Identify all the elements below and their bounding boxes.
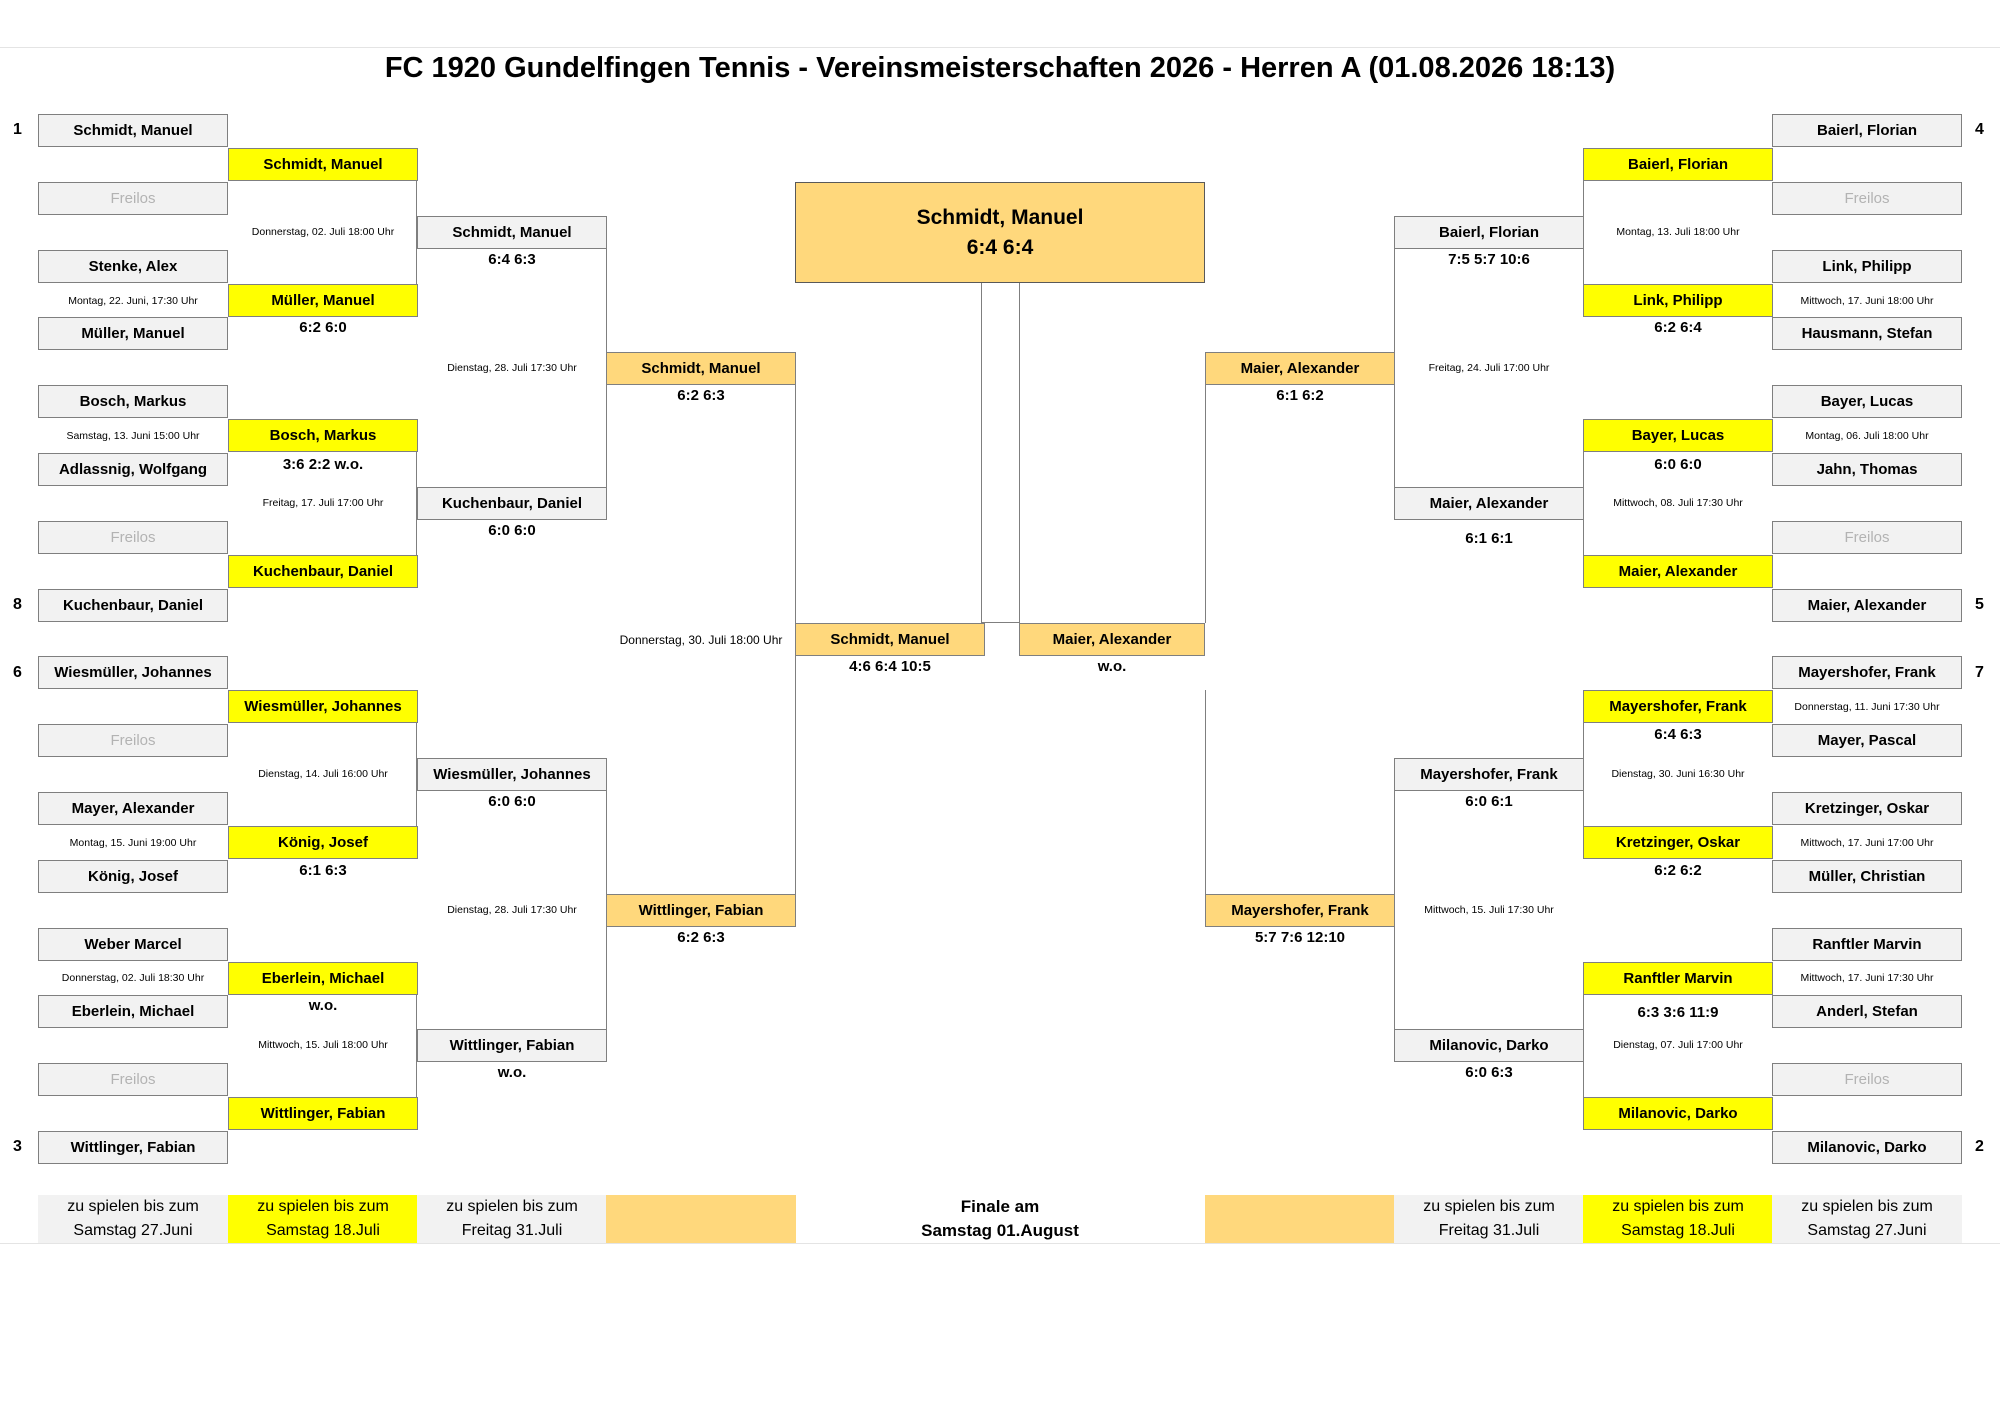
match-score: 6:4 6:3 xyxy=(1654,726,1702,743)
bracket-line xyxy=(981,622,1019,623)
match-score: 6:2 6:4 xyxy=(1654,319,1702,336)
player-slot: Bosch, Markus xyxy=(38,385,228,418)
player-slot: Maier, Alexander xyxy=(1394,487,1584,520)
page-title: FC 1920 Gundelfingen Tennis - Vereinsmeisterschaften 2026 - Herren A (01.08.2026 18:13) xyxy=(384,52,1616,84)
player-slot: Milanovic, Darko xyxy=(1394,1029,1584,1062)
deadline-date: Freitag 31.Juli xyxy=(1438,1222,1540,1239)
match-score: 3:6 2:2 w.o. xyxy=(282,456,364,473)
deadline-round-3-right xyxy=(1394,1195,1584,1243)
player-slot: Schmidt, Manuel xyxy=(38,114,228,147)
match-date: Mittwoch, 08. Juli 17:30 Uhr xyxy=(1613,497,1743,509)
winner-slot: Mayershofer, Frank xyxy=(1583,690,1773,723)
match-score: 6:0 6:0 xyxy=(1654,456,1702,473)
deadline-date: Freitag 31.Juli xyxy=(461,1222,563,1239)
player-slot: Müller, Christian xyxy=(1772,860,1962,893)
match-date: Dienstag, 30. Juni 16:30 Uhr xyxy=(1611,768,1745,780)
match-date: Mittwoch, 15. Juli 18:00 Uhr xyxy=(258,1039,388,1051)
winner-slot: Wittlinger, Fabian xyxy=(228,1097,418,1130)
match-date: Montag, 22. Juni, 17:30 Uhr xyxy=(68,295,198,307)
deadline-label: zu spielen bis zum xyxy=(1612,1198,1744,1215)
player-slot: Mayer, Alexander xyxy=(38,792,228,825)
deadline-round-4-right xyxy=(1205,1195,1395,1243)
player-slot: Wittlinger, Fabian xyxy=(417,1029,607,1062)
bracket-line xyxy=(1019,283,1020,623)
champion-box xyxy=(795,182,1205,283)
player-slot: Kuchenbaur, Daniel xyxy=(417,487,607,520)
winner-slot: Milanovic, Darko xyxy=(1583,1097,1773,1130)
bracket-line xyxy=(1205,758,1206,894)
match-score: 6:0 6:3 xyxy=(1465,1064,1513,1081)
winner-slot: Schmidt, Manuel xyxy=(228,148,418,181)
deadline-date: Samstag 18.Juli xyxy=(266,1222,380,1239)
player-slot: Ranftler Marvin xyxy=(1772,928,1962,961)
match-score: 6:0 6:0 xyxy=(488,522,536,539)
semifinal-slot: Schmidt, Manuel xyxy=(606,352,796,385)
match-score: 6:4 6:3 xyxy=(488,251,536,268)
player-slot: Maier, Alexander xyxy=(1772,589,1962,622)
match-score: 5:7 7:6 12:10 xyxy=(1254,929,1346,946)
deadline-label: zu spielen bis zum xyxy=(1423,1198,1555,1215)
player-slot: Milanovic, Darko xyxy=(1772,1131,1962,1164)
match-score: 6:2 6:0 xyxy=(299,319,347,336)
match-score: w.o. xyxy=(497,1064,527,1081)
seed-number: 4 xyxy=(1975,121,1984,138)
match-date: Dienstag, 28. Juli 17:30 Uhr xyxy=(447,904,577,916)
winner-slot: Ranftler Marvin xyxy=(1583,962,1773,995)
player-slot: Stenke, Alex xyxy=(38,250,228,283)
finale-label: Finale am xyxy=(960,1197,1040,1216)
seed-number: 2 xyxy=(1975,1138,1984,1155)
final-score: w.o. xyxy=(1097,658,1127,675)
bracket-line xyxy=(1205,690,1206,758)
seed-number: 6 xyxy=(13,664,22,681)
seed-number: 8 xyxy=(13,596,22,613)
match-score: 6:0 6:1 xyxy=(1465,793,1513,810)
winner-slot: König, Josef xyxy=(228,826,418,859)
match-date: Mittwoch, 17. Juni 17:00 Uhr xyxy=(1800,837,1934,849)
match-score: 6:3 3:6 11:9 xyxy=(1637,1004,1719,1021)
winner-slot: Kretzinger, Oskar xyxy=(1583,826,1773,859)
match-date: Mittwoch, 17. Juni 17:30 Uhr xyxy=(1800,972,1934,984)
player-slot: Wittlinger, Fabian xyxy=(38,1131,228,1164)
match-date: Freitag, 17. Juli 17:00 Uhr xyxy=(262,497,384,509)
player-slot-bye: Freilos xyxy=(38,521,228,554)
match-score: 6:1 6:1 xyxy=(1465,530,1513,547)
final-score: 4:6 6:4 10:5 xyxy=(849,658,931,675)
deadline-date: Samstag 27.Juni xyxy=(1807,1222,1927,1239)
semifinal-slot: Wittlinger, Fabian xyxy=(606,894,796,927)
match-date: Donnerstag, 02. Juli 18:00 Uhr xyxy=(251,226,395,238)
match-score: w.o. xyxy=(308,997,338,1014)
winner-slot: Baierl, Florian xyxy=(1583,148,1773,181)
match-date: Mittwoch, 17. Juni 18:00 Uhr xyxy=(1800,295,1934,307)
player-slot-bye: Freilos xyxy=(38,1063,228,1096)
semifinal-slot: Maier, Alexander xyxy=(1205,352,1395,385)
player-slot: Mayershofer, Frank xyxy=(1394,758,1584,791)
match-date: Dienstag, 14. Juli 16:00 Uhr xyxy=(258,768,388,780)
match-date: Mittwoch, 15. Juli 17:30 Uhr xyxy=(1424,904,1554,916)
deadline-label: zu spielen bis zum xyxy=(1801,1198,1933,1215)
match-score: 6:2 6:3 xyxy=(677,387,725,404)
player-slot: Baierl, Florian xyxy=(1772,114,1962,147)
deadline-label: zu spielen bis zum xyxy=(446,1198,578,1215)
final-slot: Schmidt, Manuel xyxy=(795,623,985,656)
page-bottom-rule xyxy=(0,1243,2000,1244)
match-score: 6:0 6:0 xyxy=(488,793,536,810)
player-slot-bye: Freilos xyxy=(38,724,228,757)
match-date: Dienstag, 28. Juli 17:30 Uhr xyxy=(447,362,577,374)
finale-date xyxy=(795,1195,1205,1243)
deadline-date: Samstag 18.Juli xyxy=(1621,1222,1735,1239)
player-slot: Schmidt, Manuel xyxy=(417,216,607,249)
match-date: Freitag, 24. Juli 17:00 Uhr xyxy=(1428,362,1550,374)
deadline-label: zu spielen bis zum xyxy=(257,1198,389,1215)
player-slot: Wiesmüller, Johannes xyxy=(38,656,228,689)
deadline-date: Samstag 27.Juni xyxy=(73,1222,193,1239)
deadline-round-2-right xyxy=(1583,1195,1773,1243)
champion-name: Schmidt, Manuel xyxy=(916,205,1084,229)
champion-score: 6:4 6:4 xyxy=(966,235,1034,259)
semifinal-slot: Mayershofer, Frank xyxy=(1205,894,1395,927)
seed-number: 1 xyxy=(13,121,22,138)
player-slot: König, Josef xyxy=(38,860,228,893)
finale-day: Samstag 01.August xyxy=(921,1221,1079,1240)
match-date: Montag, 06. Juli 18:00 Uhr xyxy=(1805,430,1929,442)
player-slot: Baierl, Florian xyxy=(1394,216,1584,249)
match-date: Montag, 13. Juli 18:00 Uhr xyxy=(1616,226,1740,238)
final-slot: Maier, Alexander xyxy=(1019,623,1205,656)
player-slot: Adlassnig, Wolfgang xyxy=(38,453,228,486)
winner-slot: Maier, Alexander xyxy=(1583,555,1773,588)
player-slot: Kuchenbaur, Daniel xyxy=(38,589,228,622)
player-slot: Wiesmüller, Johannes xyxy=(417,758,607,791)
winner-slot: Bosch, Markus xyxy=(228,419,418,452)
deadline-round-1-left xyxy=(38,1195,228,1243)
match-score: 6:1 6:2 xyxy=(1276,387,1324,404)
player-slot: Eberlein, Michael xyxy=(38,995,228,1028)
winner-slot: Kuchenbaur, Daniel xyxy=(228,555,418,588)
player-slot: Mayer, Pascal xyxy=(1772,724,1962,757)
player-slot: Hausmann, Stefan xyxy=(1772,317,1962,350)
winner-slot: Wiesmüller, Johannes xyxy=(228,690,418,723)
player-slot-bye: Freilos xyxy=(1772,1063,1962,1096)
seed-number: 5 xyxy=(1975,596,1984,613)
player-slot: Link, Philipp xyxy=(1772,250,1962,283)
deadline-round-3-left xyxy=(417,1195,607,1243)
match-score: 6:1 6:3 xyxy=(299,862,347,879)
match-date: Samstag, 13. Juni 15:00 Uhr xyxy=(66,430,200,442)
player-slot-bye: Freilos xyxy=(1772,182,1962,215)
match-score: 6:2 6:3 xyxy=(677,929,725,946)
winner-slot: Link, Philipp xyxy=(1583,284,1773,317)
bracket-line xyxy=(981,283,982,623)
winner-slot: Müller, Manuel xyxy=(228,284,418,317)
match-date: Donnerstag, 11. Juni 17:30 Uhr xyxy=(1794,701,1940,713)
winner-slot: Bayer, Lucas xyxy=(1583,419,1773,452)
player-slot: Müller, Manuel xyxy=(38,317,228,350)
match-score: 7:5 5:7 10:6 xyxy=(1448,251,1530,268)
player-slot: Jahn, Thomas xyxy=(1772,453,1962,486)
player-slot-bye: Freilos xyxy=(38,182,228,215)
player-slot: Weber Marcel xyxy=(38,928,228,961)
player-slot: Bayer, Lucas xyxy=(1772,385,1962,418)
match-score: 6:2 6:2 xyxy=(1654,862,1702,879)
match-date: Donnerstag, 02. Juli 18:30 Uhr xyxy=(61,972,205,984)
winner-slot: Eberlein, Michael xyxy=(228,962,418,995)
match-date: Dienstag, 07. Juli 17:00 Uhr xyxy=(1613,1039,1743,1051)
seed-number: 7 xyxy=(1975,664,1984,681)
player-slot: Mayershofer, Frank xyxy=(1772,656,1962,689)
deadline-round-4-left xyxy=(606,1195,796,1243)
seed-number: 3 xyxy=(13,1138,22,1155)
bracket-line xyxy=(1205,385,1206,623)
player-slot-bye: Freilos xyxy=(1772,521,1962,554)
match-date: Donnerstag, 30. Juli 18:00 Uhr xyxy=(619,633,783,647)
deadline-label: zu spielen bis zum xyxy=(67,1198,199,1215)
deadline-round-2-left xyxy=(228,1195,418,1243)
player-slot: Kretzinger, Oskar xyxy=(1772,792,1962,825)
deadline-round-1-right xyxy=(1772,1195,1962,1243)
player-slot: Anderl, Stefan xyxy=(1772,995,1962,1028)
match-date: Montag, 15. Juni 19:00 Uhr xyxy=(69,837,197,849)
